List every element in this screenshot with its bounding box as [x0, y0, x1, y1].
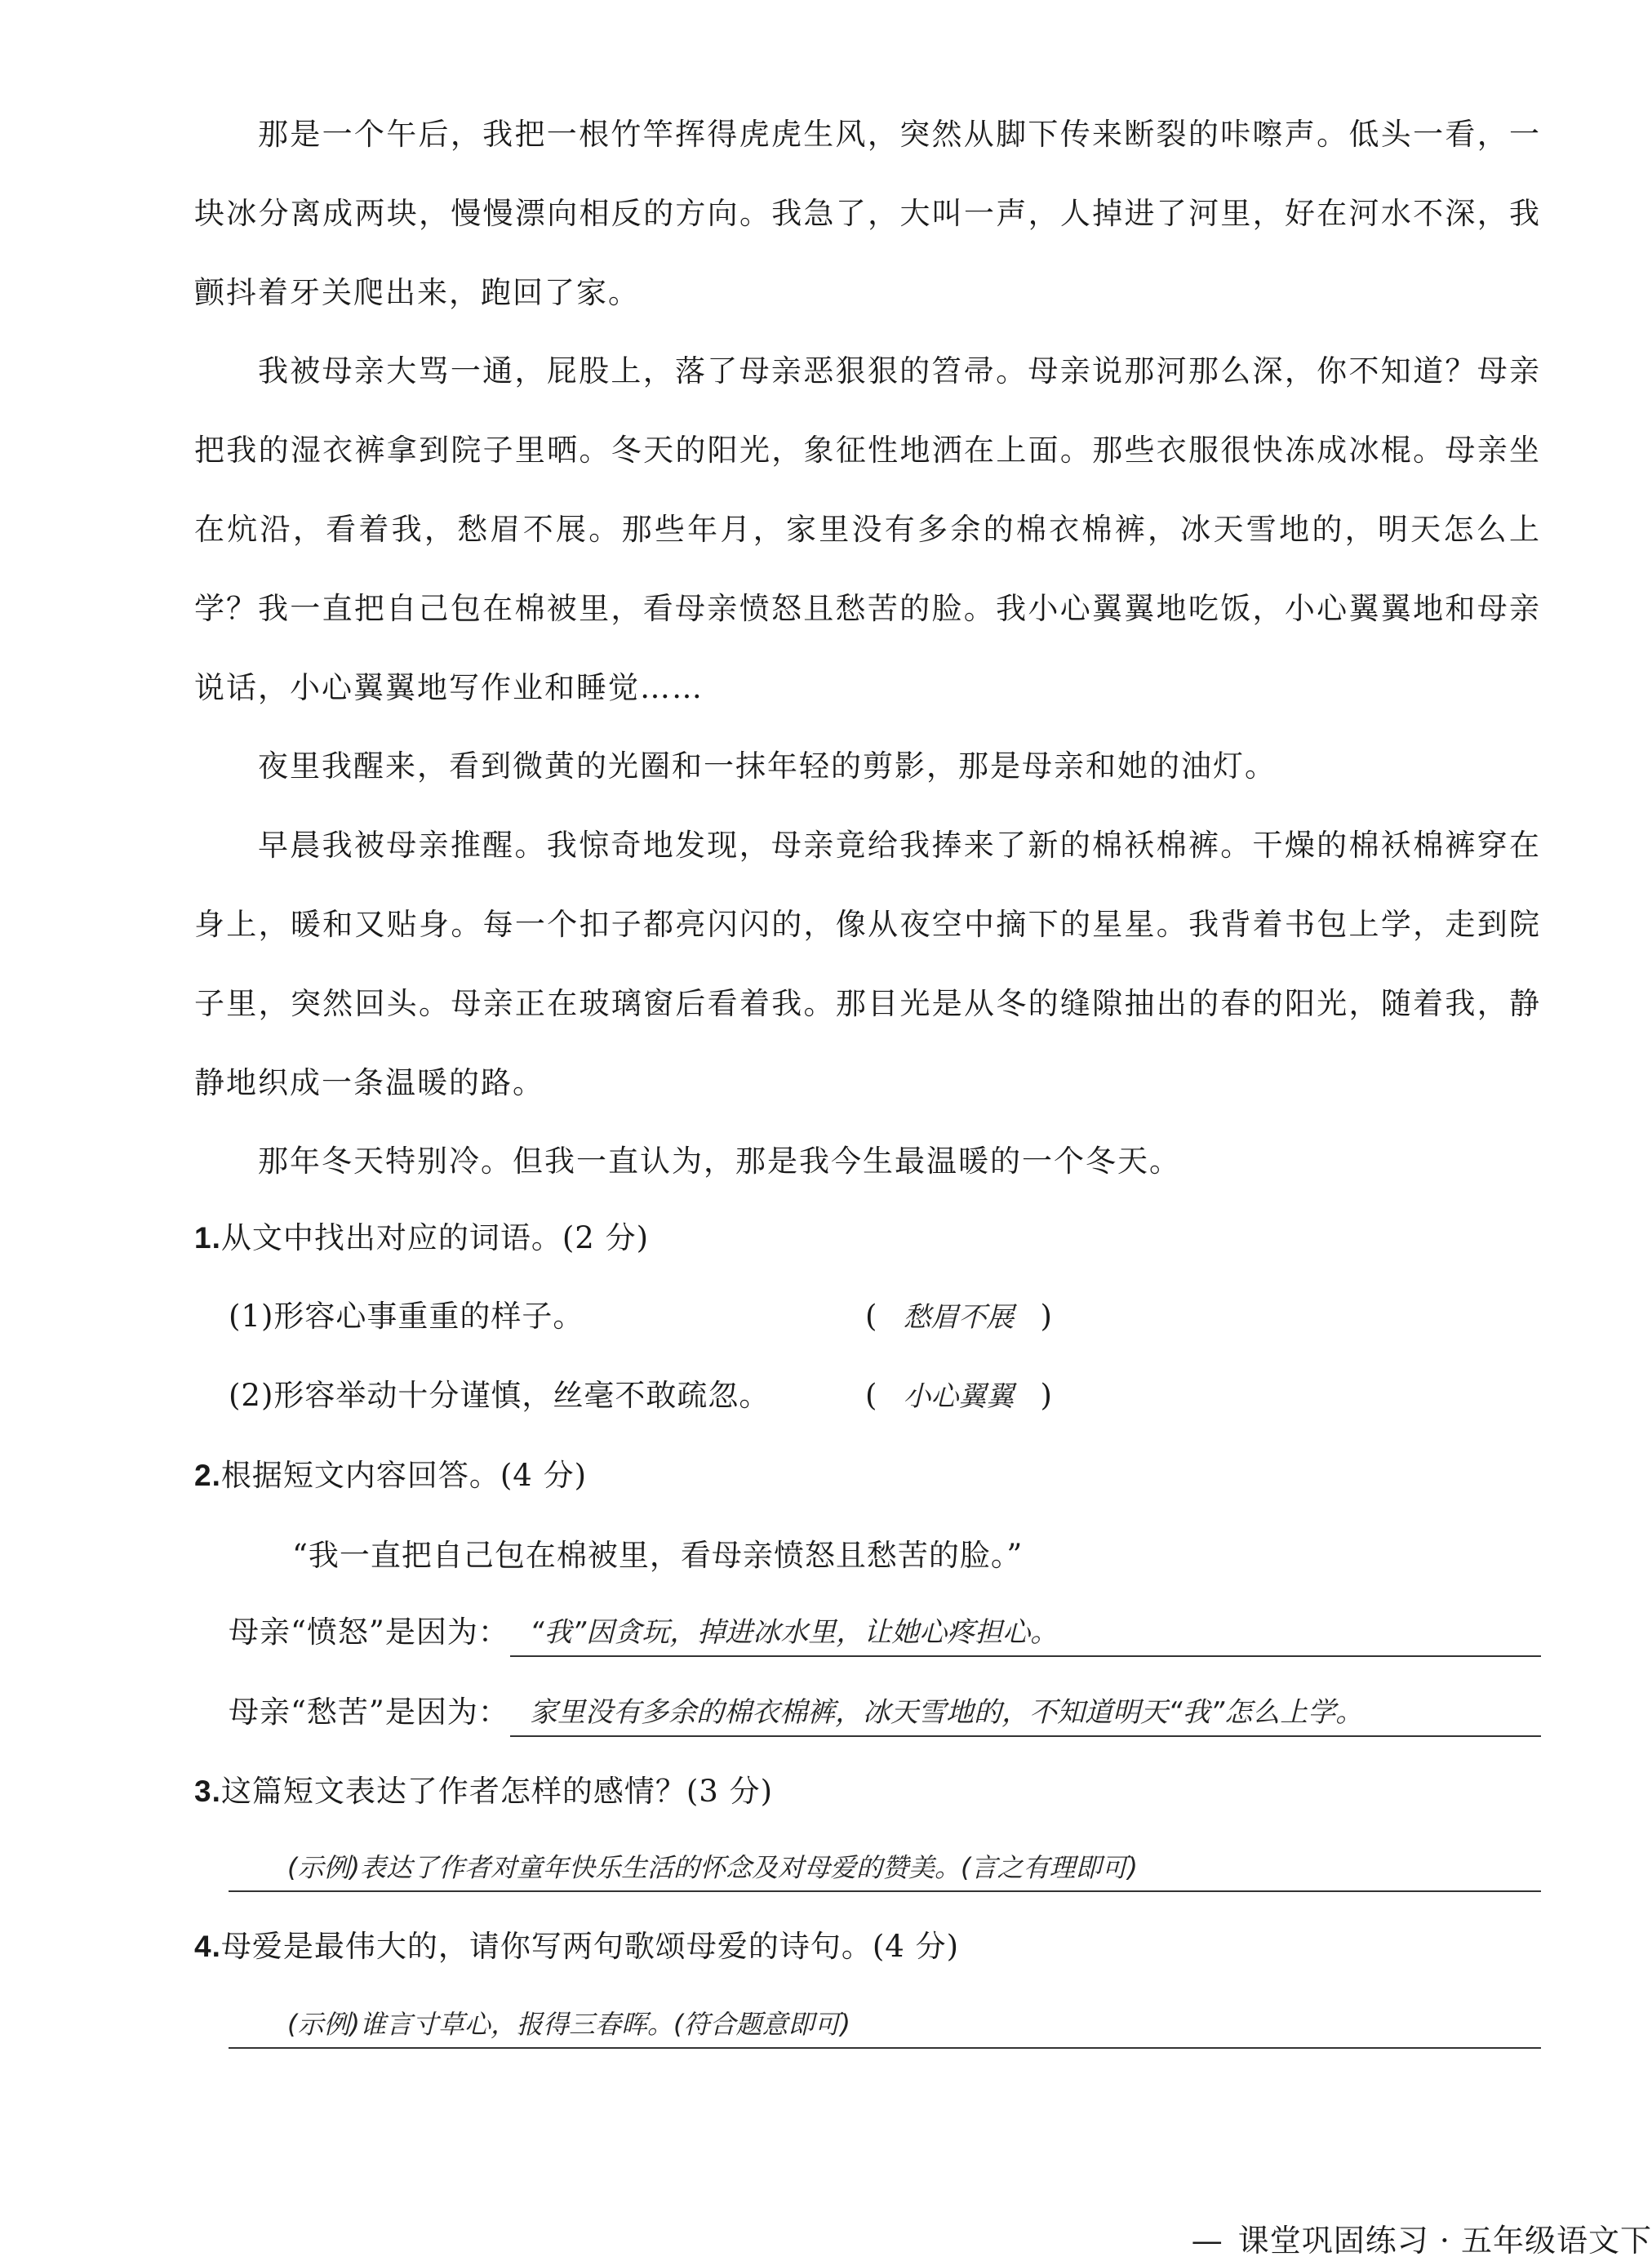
- question-3-title: 3.这篇短文表达了作者怎样的感情？(3 分): [194, 1774, 774, 1809]
- page-footer: [1192, 2220, 1652, 2261]
- question-3-answer[interactable]: (示例)表达了作者对童年快乐生活的怀念及对母爱的赞美。(言之有理即可): [229, 1843, 1541, 1892]
- question-2-fill-worry-answer[interactable]: 家里没有多余的棉衣棉裤，冰天雪地的，不知道明天“我”怎么上学。: [510, 1688, 1541, 1737]
- passage-paragraph-3: 我一直把自己包在棉被里，看母亲愤怒且愁苦的脸。我小心翼翼地吃饭，小心翼翼地和母亲说话，小心翼翼地写作业和睡觉……: [194, 591, 1541, 705]
- passage-paragraph-1: 那是一个午后，我把一根竹竿挥得虎虎生风，突然从脚下传来断裂的咔嚓声。低头一看，一块冰分离成两块，慢慢漂向相反的方向。我急了，大叫一声，人掉进了河里，好在河水不深，我颤抖着牙关爬出来，跑回了家。: [194, 117, 1541, 310]
- question-1-item-1-answer: 愁眉不展: [903, 1301, 1015, 1334]
- question-1-item-2-prompt: (2)形容举动十分谨慎，丝毫不敢疏忽。: [229, 1378, 770, 1413]
- footer-title: 课堂巩固练习 · 五年级语文下: [1237, 2223, 1652, 2259]
- question-2-fill-anger-answer[interactable]: “我”因贪玩，掉进冰水里，让她心疼担心。: [510, 1608, 1541, 1657]
- question-2-fill-worry-label: 母亲“愁苦”是因为：: [229, 1695, 509, 1730]
- question-2-fill-worry: [229, 1688, 1541, 1737]
- passage-paragraph-2: 我被母亲大骂一通，屁股上，落了母亲恶狠狠的笤帚。母亲说那河那么深，你不知道？母亲把我的湿衣裤拿到院子里晒。冬天的阳光，象征性地洒在上面。那些衣服很快冻成冰棍。母亲坐在炕沿，看着我，愁眉不展。那些年月，家里没有多余的棉衣棉裤，冰天雪地的，明天怎么上学？: [194, 353, 1541, 626]
- question-1-item-2-answer-box[interactable]: ( 小心翼翼 ): [865, 1371, 1052, 1421]
- question-1-item-2-answer: 小心翼翼: [903, 1380, 1015, 1413]
- question-1-item-1-answer-box[interactable]: ( 愁眉不展 ): [865, 1292, 1052, 1342]
- question-2-fill-anger-label: 母亲“愤怒”是因为：: [229, 1615, 509, 1650]
- question-2-quote: “我一直把自己包在棉被里，看母亲愤怒且愁苦的脸。”: [292, 1538, 1024, 1573]
- footer-dash: —: [1191, 2223, 1223, 2259]
- passage-paragraph-6: 那年冬天特别冷。但我一直认为，那是我今生最温暖的一个冬天。: [258, 1144, 1181, 1179]
- question-2-fill-anger: [229, 1608, 1541, 1657]
- question-1-item-1-prompt: (1)形容心事重重的样子。: [229, 1299, 584, 1334]
- question-1-title: 1.从文中找出对应的词语。(2 分): [194, 1220, 650, 1255]
- question-4-answer[interactable]: (示例)谁言寸草心，报得三春晖。(符合题意即可): [229, 2000, 1541, 2049]
- question-4-title: 4.母爱是最伟大的，请你写两句歌颂母爱的诗句。(4 分): [194, 1929, 960, 1964]
- passage-paragraph-5: 早晨我被母亲推醒。我惊奇地发现，母亲竟给我捧来了新的棉袄棉裤。干燥的棉袄棉裤穿在身上，暖和又贴身。每一个扣子都亮闪闪的，像从夜空中摘下的星星。我背着书包上学，走到院子里，突然回头。母亲正在玻璃窗后看着我。那目光是从冬的缝隙抽出的春的阳光，随着我，静静地织成一条温暖的路。: [194, 828, 1541, 1100]
- question-2-title: 2.根据短文内容回答。(4 分): [194, 1458, 588, 1493]
- passage-paragraph-4: 夜里我醒来，看到微黄的光圈和一抹年轻的剪影，那是母亲和她的油灯。: [258, 748, 1277, 784]
